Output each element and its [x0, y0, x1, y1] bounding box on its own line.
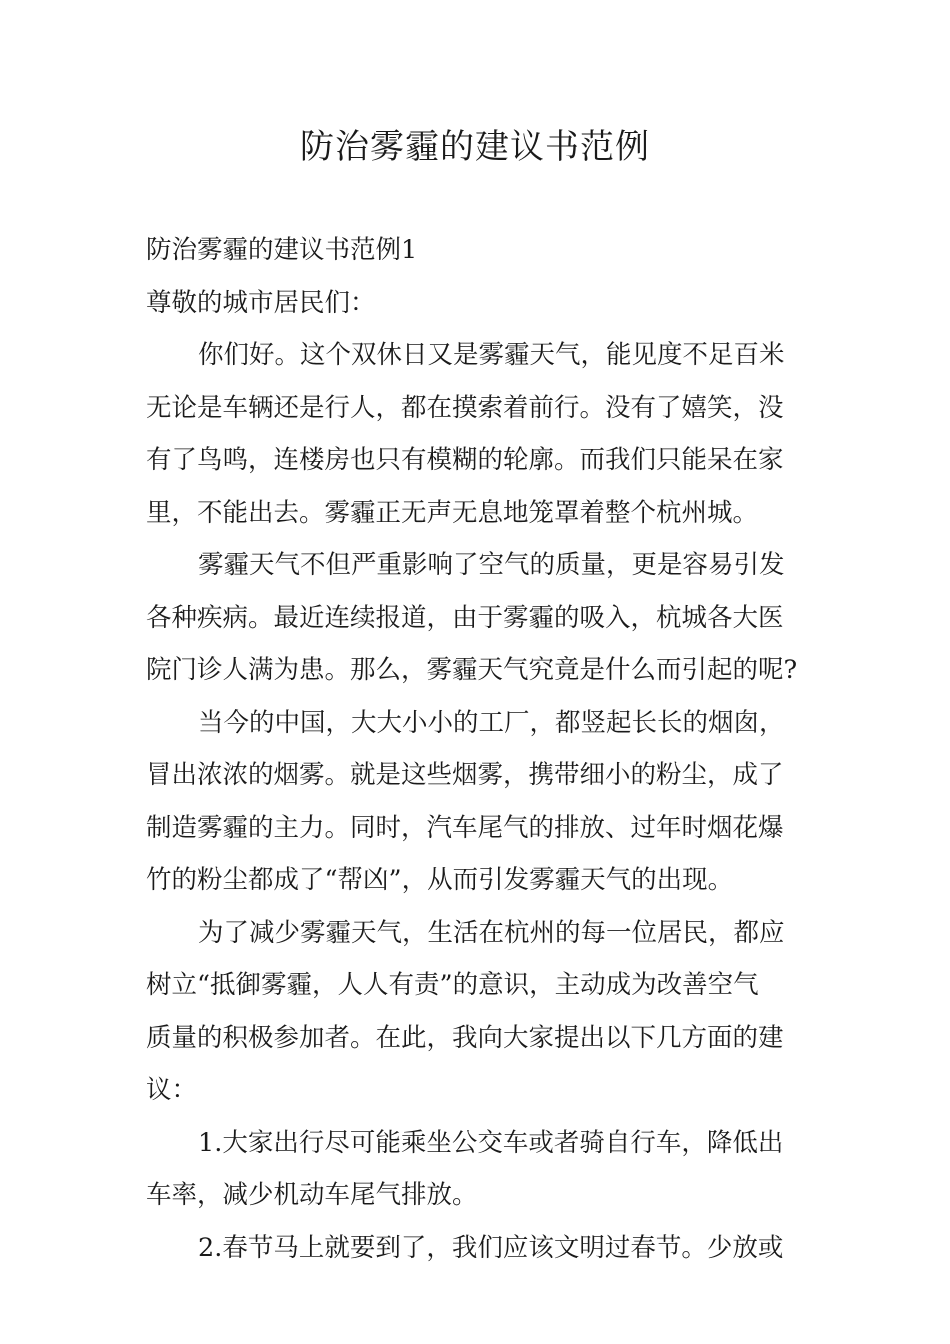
text-line: 各种疾病。最近连续报道，由于雾霾的吸入，杭城各大医: [146, 602, 784, 633]
text-line: 1.大家出行尽可能乘坐公交车或者骑自行车，降低出: [198, 1127, 784, 1158]
text-line: 有了鸟鸣，连楼房也只有模糊的轮廓。而我们只能呆在家: [146, 445, 784, 475]
text-line: 议：: [146, 1075, 198, 1105]
text-line: 你们好。这个双休日又是雾霾天气，能见度不足百米: [198, 340, 785, 370]
text-line: 冒出浓浓的烟雾。就是这些烟雾，携带细小的粉尘，成了: [146, 760, 784, 790]
text-line: 2.春节马上就要到了，我们应该文明过春节。少放或: [198, 1232, 784, 1263]
text-line: 防治雾霾的建议书范例1: [146, 235, 418, 265]
text-line: 里，不能出去。雾霾正无声无息地笼罩着整个杭州城。: [146, 497, 759, 528]
text-line: 竹的粉尘都成了“帮凶”，从而引发雾霾天气的出现。: [146, 865, 734, 895]
text-line: 制造雾霾的主力。同时，汽车尾气的排放、过年时烟花爆: [146, 812, 784, 843]
document-body: [146, 224, 810, 1274]
text-line: 尊敬的城市居民们：: [146, 287, 376, 318]
text-line: 车率，减少机动车尾气排放。: [146, 1180, 478, 1210]
text-line: 树立“抵御雾霾，人人有责”的意识，主动成为改善空气: [146, 970, 759, 1000]
text-line: 当今的中国，大大小小的工厂，都竖起长长的烟囱，: [198, 707, 785, 738]
text-line: 院门诊人满为患。那么，雾霾天气究竟是什么而引起的呢?: [146, 655, 798, 685]
text-line: 雾霾天气不但严重影响了空气的质量，更是容易引发: [198, 550, 785, 580]
text-line: 质量的积极参加者。在此，我向大家提出以下几方面的建: [146, 1022, 784, 1053]
document-title: 防治雾霾的建议书范例: [300, 127, 650, 167]
text-line: 为了减少雾霾天气，生活在杭州的每一位居民，都应: [198, 917, 785, 948]
text-line: 无论是车辆还是行人，都在摸索着前行。没有了嬉笑，没: [146, 392, 784, 423]
